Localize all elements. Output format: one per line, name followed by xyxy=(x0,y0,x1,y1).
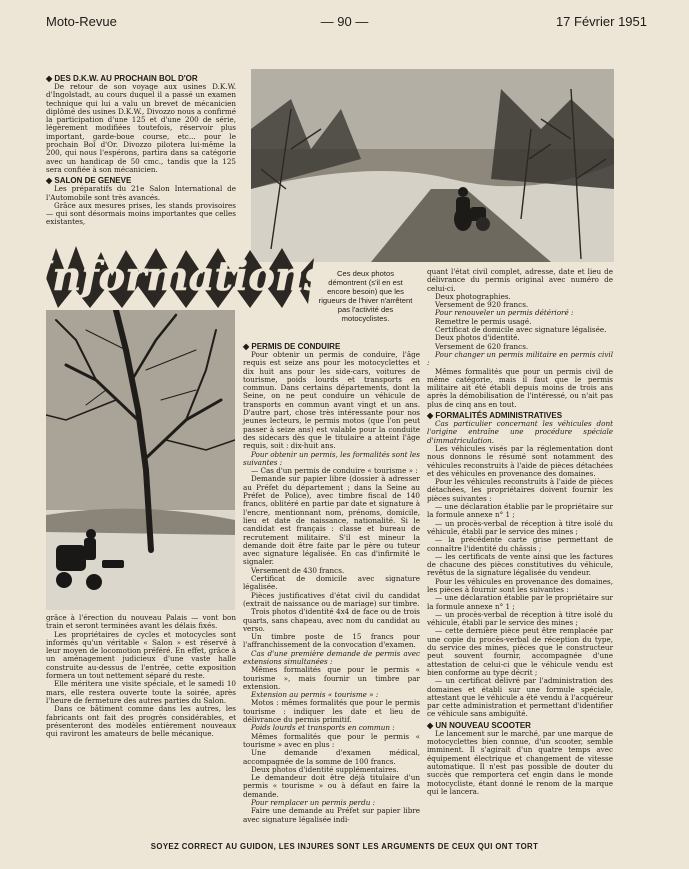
paragraph: Certificat de domicile avec signature légalisée. xyxy=(435,325,607,335)
informations-banner xyxy=(46,238,314,312)
running-header-left: Moto-Revue xyxy=(46,14,117,29)
banner-title: Informations xyxy=(46,253,314,300)
paragraph-italic: Cas particulier concernant les véhicules dont l'origine entraîne une procédure spéciale d'immatriculation. xyxy=(427,419,613,445)
photo-caption: Ces deux photos démontrent (s'il en est encore besoin) que les rigueurs de l'hiver n'arrêtent pas l'activité des motocyclistes. xyxy=(318,269,413,323)
paragraph: — les certificats de vente ainsi que les factures de chacune des pièces constitutives du véhicule, revêtus de la signature légalisée du vendeur. xyxy=(427,551,613,578)
paragraph: Pour obtenir un permis de conduire, l'âge requis est seize ans pour les motocyclettes et dix huit ans pour les side-cars, voitures de tourisme, poids lourds et transports en commun. Dans certains départements, dont la Seine, on ne peut conduire un véhicule de transports en commun avant vingt et un ans. D'autre part, chose très intéressante pour nos jeunes lecteurs, le permis motos (que l'on peut passer à seize ans) est valable pour la conduite des sidecars dès que le titulaire a atteint l'âge requis, soit : dix-huit ans. xyxy=(243,350,420,451)
paragraph: Certificat de domicile avec signature légalisée. xyxy=(243,574,420,592)
column-2 xyxy=(243,340,420,824)
paragraph: Pour les véhicules en provenance des domaines, les pièces à fournir sont les suivantes : xyxy=(427,576,613,594)
paragraph: Le lancement sur le marché, par une marque de motocyclettes bien connue, d'un scooter, semble imminent. Il s'agirait d'un quatre temps avec équipement électrique et changement de vitesse automatique. Il n'est pas possible de douter du succès que remportera cet engin dans le monde motocycliste, étant donné le renom de la marque qui le lancera. xyxy=(427,728,613,796)
paragraph: Une demande d'examen médical, accompagnée de la somme de 100 francs. xyxy=(243,748,420,766)
heading-scooter: ◆ UN NOUVEAU SCOOTER xyxy=(427,721,613,730)
paragraph: — une déclaration établie par le propriétaire sur la formule annexe n° 1 ; xyxy=(427,502,613,520)
paragraph: Les véhicules visés par la réglementation dont nous donnons le résumé sont notamment des véhicules reconstruits à l'aide de pièces détachées et des véhicules en provenance des domaines. xyxy=(427,443,613,478)
paragraph: — une déclaration établie par le propriétaire sur la formule annexe n° 1 ; xyxy=(427,593,613,611)
paragraph-italic: Pour remplacer un permis perdu : xyxy=(251,798,376,808)
paragraph: Motos : mêmes formalités que pour le permis tourisme : indiquer les date et lieu de délivrance du permis primitif. xyxy=(243,698,420,725)
paragraph: Versement de 430 francs. xyxy=(251,565,345,575)
paragraph: Deux photos d'identité supplémentaires. xyxy=(251,764,399,774)
paragraph: Versement de 620 francs. xyxy=(435,341,529,351)
column-1-bottom xyxy=(46,614,236,738)
heading-formalites: ◆ FORMALITÉS ADMINISTRATIVES xyxy=(427,411,613,420)
paragraph-salon-4: Les propriétaires de cycles et motocycles sont informés qu'un véritable « Salon » est réservé à leur moyen de locomotion préféré. En effet, grâce à un aménagement judicieux d'une vaste halle construite au-dessus de l'entrée, cette exposition formera un tout nettement séparé du reste. xyxy=(46,629,236,681)
paragraph: — la précédente carte grise permettant de connaître l'identité du châssis ; xyxy=(427,535,613,553)
photo-snowy-road xyxy=(251,69,614,262)
page-number: — 90 — xyxy=(320,14,369,29)
paragraph: Mêmes formalités que pour le permis « tourisme » avec en plus : xyxy=(243,731,420,749)
paragraph-italic: Extension au permis « tourisme » : xyxy=(251,690,379,700)
paragraph-salon-3: grâce à l'érection du nouveau Palais — vont bon train et seront terminées avant les délais fixés. xyxy=(46,613,236,631)
paragraph: Deux photos d'identité. xyxy=(435,333,520,343)
paragraph-italic: Cas d'une première demande de permis avec extensions simultanées : xyxy=(243,648,420,666)
paragraph: Faire une demande au Préfet sur papier libre avec signature légalisée indi- xyxy=(243,806,420,824)
paragraph: quant l'état civil complet, adresse, date et lieu de délivrance du permis original avec numéro de celui-ci. xyxy=(427,267,613,293)
paragraph: Trois photos d'identité 4x4 de face ou de trois quarts, sans chapeau, avec nom du candidat au verso. xyxy=(243,607,420,633)
footer-slogan: SOYEZ CORRECT AU GUIDON, LES INJURES SONT LES ARGUMENTS DE CEUX QUI ONT TORT xyxy=(150,842,539,851)
paragraph: Versement de 920 francs. xyxy=(435,300,529,310)
paragraph: Remettre le permis usagé. xyxy=(435,316,532,326)
paragraph-italic: Pour obtenir un permis, les formalités sont les suivantes : xyxy=(243,449,420,467)
paragraph: Mêmes formalités que pour le permis « tourisme », mais fournir un timbre par extension. xyxy=(243,665,420,691)
paragraph: Pièces justificatives d'état civil du candidat (extrait de naissance ou de mariage) sur timbre. xyxy=(243,590,420,608)
paragraph: Le demandeur doit être déjà titulaire d'un permis « tourisme » ou à défaut en faire la demande. xyxy=(243,773,420,799)
heading-permis: ◆ PERMIS DE CONDUIRE xyxy=(243,342,420,351)
paragraph: — cette dernière pièce peut être remplacée par une copie du procès-verbal de réception du type, du service des mines, pièces que le constructeur peut souvent fournir, accompagnée d'une attestation de celui-ci que le véhicule vendu est bien conforme au type décrit ; xyxy=(427,626,613,677)
paragraph-salon-1: Les préparatifs du 21e Salon International de l'Automobile sont très avancés. xyxy=(46,184,236,202)
paragraph-italic: Poids lourds et transports en commun : xyxy=(251,723,395,733)
photo-winter-tree xyxy=(46,310,235,610)
heading-salon-geneve: ◆ SALON DE GENEVE xyxy=(46,176,236,185)
paragraph-salon-2: Grâce aux mesures prises, les stands provisoires — qui sont désormais moins importantes que celles existantes, xyxy=(46,200,236,227)
paragraph-salon-6: Dans ce bâtiment comme dans les autres, les fabricants ont fait des progrès considérables, et présenteront des modèles entièrement nouveaux qui raviront les amateurs de belle mécanique. xyxy=(46,704,236,739)
paragraph-salon-5: Elle méritera une visite spéciale, et le samedi 10 mars, elle restera ouverte toute la soirée, après l'heure de fermeture des autres parties du Salon. xyxy=(46,679,236,705)
paragraph: — un certificat délivré par l'administration des domaines et établi sur une formule spéciale, attestant que le véhicule a été vendu à l'acquéreur par cette administration et permettant d'identifier ce véhicule sans ambiguïté. xyxy=(427,676,613,719)
paragraph: — un procès-verbal de réception à titre isolé du véhicule, établi par le service des mines ; xyxy=(427,609,613,628)
paragraph: — Cas d'un permis de conduire « tourisme » : xyxy=(251,466,418,476)
issue-date: 17 Février 1951 xyxy=(555,14,647,29)
column-1-top xyxy=(46,72,236,227)
paragraph: Un timbre poste de 15 francs pour l'affranchissement de la convocation d'examen. xyxy=(243,632,420,650)
paragraph: Demande sur papier libre (dossier à adresser au Préfet du département ; dans la Seine au Préfet de Police), avec timbre fiscal de 140 francs, oblitéré en partie par date et signature à l'encre, mentionnant nom, prénoms, domicile, lieu et date de naissance, nationalité. Si le candidat est français : classe et bureau de recrutement militaire. S'il est mineur la demande doit être faite par le père ou tuteur avec signature légalisée. En cas d'infirmité le signaler. xyxy=(243,474,420,567)
column-3 xyxy=(427,268,613,796)
heading-dkw-bol-dor: ◆ DES D.K.W. AU PROCHAIN BOL D'OR xyxy=(46,74,236,83)
paragraph: Mêmes formalités que pour un permis civil de même catégorie, mais il faut que le permis militaire ait été établi depuis moins de trois ans après la démobilisation de l'intéressé, ou n'ait pas plus de cinq ans en tout. xyxy=(427,366,613,409)
paragraph-italic: Pour renouveler un permis détérioré : xyxy=(435,308,574,318)
paragraph: Pour les véhicules reconstruits à l'aide de pièces détachées, les propriétaires doivent fournir les pièces suivantes : xyxy=(427,477,613,503)
paragraph-dkw: De retour de son voyage aux usines D.K.W. d'Ingolstadt, au cours duquel il a passé un examen technique qui lui a valu un brevet de mécanicien diplômé des usines D.K.W., Divozzo nous a confirmé la participation d'une 125 et d'une 200 de série, légèrement modifiées toutefois, réservoir plus important, garde-boue course, etc... pour le prochain Bol d'Or. Divozzo pilotera lui-même la 200, qui nous l'espérons, partira dans sa catégorie avec un handicap de 50 cmc., tandis que la 125 sera confiée à son mécanicien. xyxy=(46,82,236,174)
paragraph: Deux photographies. xyxy=(435,291,511,301)
paragraph: — un procès-verbal de réception à titre isolé du véhicule, établi par le service des mines ; xyxy=(427,518,613,536)
paragraph-italic: Pour changer un permis militaire en permis civil : xyxy=(427,349,613,368)
